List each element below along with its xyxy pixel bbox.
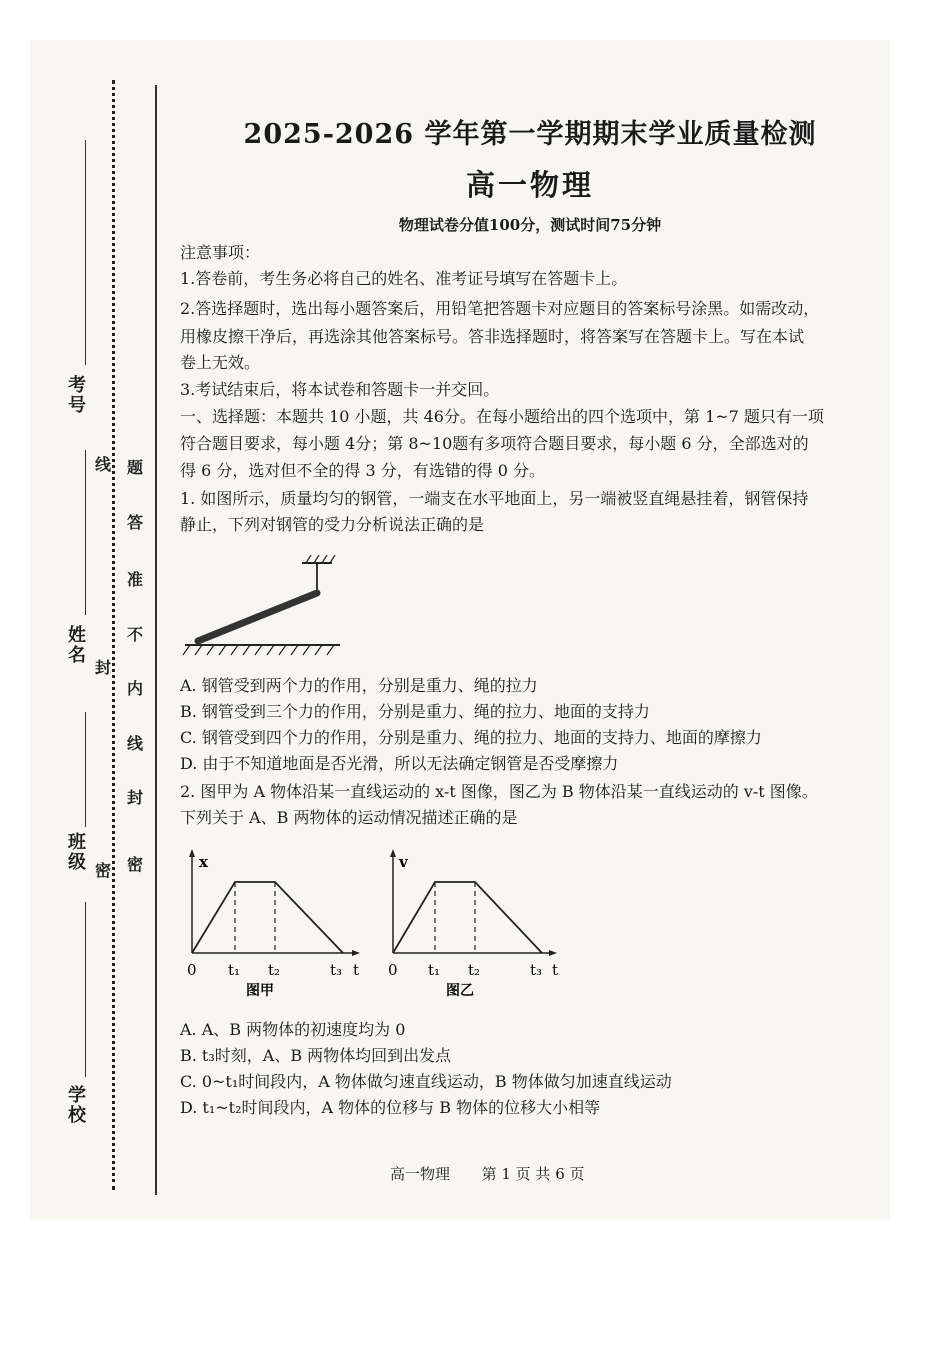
motion-graphs — [180, 845, 580, 1005]
seal-char: 准 — [127, 570, 144, 589]
seal-char: 封 — [95, 658, 112, 677]
field-line-name — [85, 450, 86, 615]
seal-char: 答 — [127, 513, 144, 532]
seal-char: 密 — [127, 855, 144, 874]
question-2-option: D. t₁~t₂时间段内，A 物体的位移与 B 物体的位移大小相等 — [180, 1098, 601, 1117]
footer-page-number: 第 1 页 共 6 页 — [481, 1165, 585, 1183]
question-2-option: B. t₃时刻，A、B 两物体均回到出发点 — [180, 1046, 452, 1065]
seal-char: 密 — [95, 861, 112, 880]
x-axis-arrow — [352, 950, 360, 956]
steel-pipe-figure — [180, 555, 350, 665]
tick-label: t₂ — [268, 961, 281, 979]
question-2-stem: 下列关于 A、B 两物体的运动情况描述正确的是 — [180, 808, 518, 827]
section-instructions: 符合题目要求，每小题 4分；第 8~10题有多项符合题目要求，每小题 6 分，全部选对的 — [180, 434, 809, 453]
field-line-school — [85, 902, 86, 1077]
ground-hatching — [183, 645, 334, 655]
graph-caption: 图乙 — [446, 983, 474, 999]
question-2-option: C. 0~t₁时间段内，A 物体做匀速直线运动，B 物体做匀加速直线运动 — [180, 1072, 672, 1091]
field-line-class — [85, 712, 86, 827]
tick-label: t₃ — [530, 961, 543, 979]
field-label-exam-number: 考号 — [65, 375, 86, 415]
notes-item: 用橡皮擦干净后，再选涂其他答案标号。答非选择题时，将答案写在答题卡上。写在本试 — [180, 327, 805, 346]
solid-binding-line — [155, 85, 157, 1195]
seal-char: 内 — [127, 679, 144, 698]
seal-char: 线 — [127, 734, 144, 753]
y-axis-label: x — [199, 853, 208, 871]
question-2-option: A. A、B 两物体的初速度均为 0 — [180, 1020, 406, 1039]
question-1-option: C. 钢管受到四个力的作用，分别是重力、绳的拉力、地面的支持力、地面的摩擦力 — [180, 728, 762, 747]
graph-xt — [187, 849, 360, 999]
ceiling-hatching — [306, 555, 335, 563]
graph-caption: 图甲 — [246, 983, 274, 999]
question-1-option: D. 由于不知道地面是否光滑，所以无法确定钢管是否受摩擦力 — [180, 754, 619, 773]
question-1-option: B. 钢管受到三个力的作用，分别是重力、绳的拉力、地面的支持力 — [180, 702, 650, 721]
vt-curve — [393, 882, 542, 953]
y-axis-arrow — [189, 849, 195, 857]
tick-label: t₃ — [330, 961, 343, 979]
x-axis-label: t — [552, 961, 559, 979]
xt-curve — [192, 882, 343, 953]
origin-label: 0 — [388, 961, 398, 979]
y-axis-arrow — [390, 849, 396, 857]
notes-item: 1.答卷前，考生务必将自己的姓名、准考证号填写在答题卡上。 — [180, 269, 628, 288]
question-1-stem: 静止，下列对钢管的受力分析说法正确的是 — [180, 515, 485, 534]
y-axis-label: v — [399, 853, 408, 871]
seal-char: 封 — [127, 788, 144, 807]
dotted-binding-line — [112, 80, 115, 1190]
page-footer — [390, 1163, 585, 1184]
notes-item: 卷上无效。 — [180, 353, 261, 372]
question-2-stem: 2. 图甲为 A 物体沿某一直线运动的 x-t 图像，图乙为 B 物体沿某一直线运动的 v-t 图像。 — [180, 782, 818, 801]
tick-label: t₁ — [428, 961, 441, 979]
section-instructions: 得 6 分，选对但不全的得 3 分，有选错的得 0 分。 — [180, 461, 546, 480]
x-axis-label: t — [353, 961, 360, 979]
graph-vt — [388, 849, 558, 999]
origin-label: 0 — [187, 961, 197, 979]
question-1-option: A. 钢管受到两个力的作用，分别是重力、绳的拉力 — [180, 676, 538, 695]
tick-label: t₁ — [228, 961, 241, 979]
field-label-school: 学校 — [65, 1085, 86, 1125]
exam-info: 物理试卷分值100分，测试时间75分钟 — [398, 216, 662, 234]
question-1-stem: 1. 如图所示，质量均匀的钢管，一端支在水平地面上，另一端被竖直绳悬挂着，钢管保持 — [180, 489, 809, 508]
subject-title: 高一物理 — [465, 168, 594, 202]
steel-pipe — [198, 593, 317, 641]
seal-char: 线 — [95, 455, 112, 474]
footer-subject: 高一物理 — [390, 1165, 451, 1183]
field-label-class: 班级 — [65, 832, 86, 872]
notes-item: 3.考试结束后，将本试卷和答题卡一并交回。 — [180, 380, 500, 399]
notes-item: 2.答选择题时，选出每小题答案后，用铅笔把答题卡对应题目的答案标号涂黑。如需改动， — [180, 299, 820, 318]
seal-char: 不 — [127, 625, 144, 644]
section-instructions: 一、选择题：本题共 10 小题，共 46分。在每小题给出的四个选项中，第 1~7 题只有一项 — [180, 407, 824, 426]
field-label-name: 姓名 — [65, 625, 86, 665]
field-line-exam-number — [85, 140, 86, 365]
exam-title: 2025-2026 学年第一学期期末学业质量检测 — [243, 119, 817, 150]
x-axis-arrow — [549, 950, 557, 956]
notes-heading: 注意事项： — [180, 243, 261, 262]
seal-char: 题 — [127, 458, 144, 477]
tick-label: t₂ — [468, 961, 481, 979]
